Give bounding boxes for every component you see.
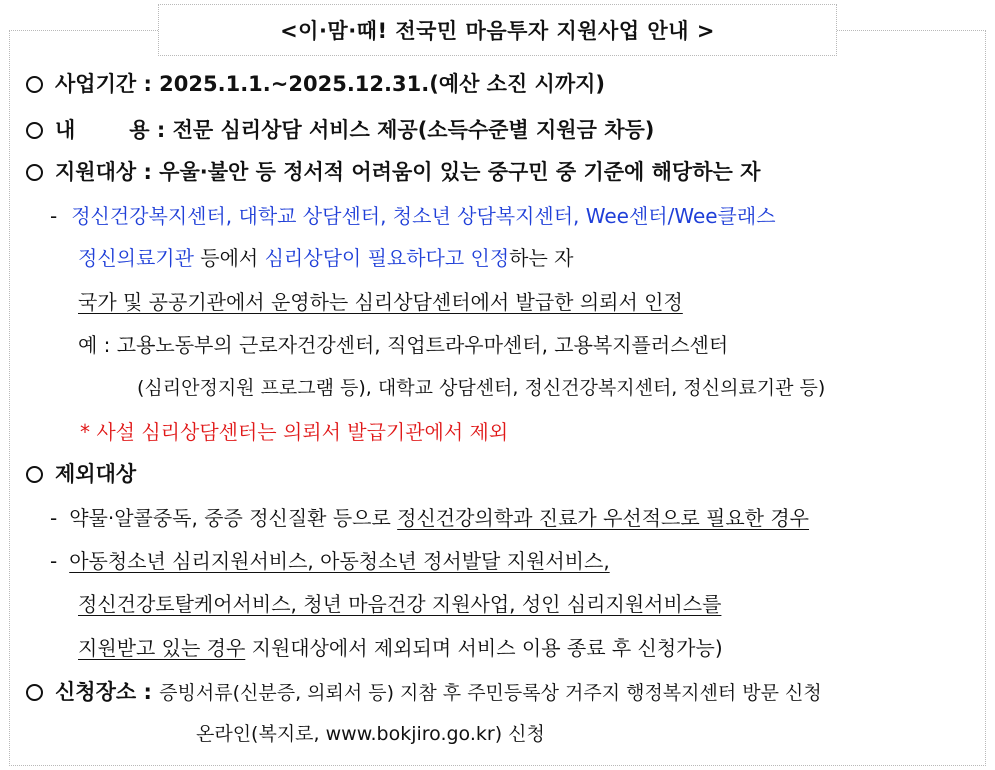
dash-bullet: -: [50, 204, 58, 228]
exclusion-line-4: [78, 634, 723, 662]
institution-list: 정신건강복지센터, 대학교 상담센터, 청소년 상담복지센터, Wee센터/Wee클래스: [71, 204, 776, 228]
target-value: 우울·불안 등 정서적 어려움이 있는 중구민 중 기준에 해당하는 자: [159, 160, 761, 184]
dash-bullet: -: [50, 506, 58, 530]
content-label-b: 용 :: [129, 118, 173, 142]
target-detail-line-4: [78, 331, 728, 359]
content-row: [26, 116, 654, 144]
target-detail-line-5: [137, 374, 825, 402]
exclusion-line-2: [50, 547, 610, 575]
application-online: 온라인(복지로, www.bokjiro.go.kr) 신청: [196, 723, 545, 745]
content-value: 전문 심리상담 서비스 제공(소득수준별 지원금 차등): [172, 118, 655, 142]
note-line: [80, 418, 508, 446]
circle-bullet-icon: [26, 164, 43, 181]
period-row: [26, 70, 605, 98]
public-agency-referral: 국가 및 공공기관에서 운영하는 심리상담센터에서 발급한 의뢰서 인정: [78, 290, 683, 314]
person-text: 하는 자: [509, 246, 574, 270]
exclusion-receiving: 지원받고 있는 경우: [78, 636, 246, 660]
content-label-a: 내: [55, 118, 76, 142]
exclusion-heading-row: [26, 460, 136, 488]
target-row: [26, 158, 760, 186]
target-detail-line-3: [78, 288, 683, 316]
example-text-cont: (심리안정지원 프로그램 등), 대학교 상담센터, 정신건강복지센터, 정신의료기관 등): [137, 377, 826, 399]
example-text: 예 : 고용노동부의 근로자건강센터, 직업트라우마센터, 고용복지플러스센터: [78, 333, 729, 357]
exclusion-addiction: 약물·알콜중독, 중증 정신질환 등으로: [69, 506, 398, 530]
dash-bullet: -: [50, 549, 58, 573]
exclusion-end: 지원대상에서 제외되며 서비스 이용 종료 후 신청가능): [245, 636, 723, 660]
target-label: 지원대상 :: [55, 160, 160, 184]
period-value: 2025.1.1.~2025.12.31.(예산 소진 시까지): [159, 72, 606, 96]
application-row-2: [196, 720, 545, 748]
exclusion-heading: 제외대상: [55, 462, 137, 486]
circle-bullet-icon: [26, 466, 43, 483]
exclusion-line-3: [78, 590, 721, 618]
private-center-note: * 사설 심리상담센터는 의뢰서 발급기관에서 제외: [80, 420, 509, 444]
circle-bullet-icon: [26, 76, 43, 93]
target-detail-line-1: [50, 202, 776, 230]
psych-clinic: 정신의료기관: [78, 246, 194, 270]
circle-bullet-icon: [26, 684, 43, 701]
page-title: <이·맘·때! 전국민 마음투자 지원사업 안내 >: [158, 4, 837, 56]
application-label: 신청장소 :: [55, 680, 160, 704]
counseling-needed: 심리상담이 필요하다고 인정: [264, 246, 510, 270]
exclusion-services-1: 아동청소년 심리지원서비스, 아동청소년 정서발달 지원서비스,: [69, 549, 610, 573]
exclusion-line-1: [50, 504, 809, 532]
target-detail-line-2: [78, 244, 574, 272]
exclusion-services-2: 정신건강토탈케어서비스, 청년 마음건강 지원사업, 성인 심리지원서비스를: [78, 592, 722, 616]
circle-bullet-icon: [26, 122, 43, 139]
exclusion-priority: 정신건강의학과 진료가 우선적으로 필요한 경우: [397, 506, 810, 530]
application-row: [26, 678, 822, 707]
connector-text: 등에서: [193, 246, 265, 270]
application-visit: 증빙서류(신분증, 의뢰서 등) 지참 후 주민등록상 거주지 행정복지센터 방문 신청: [159, 682, 822, 704]
period-label: 사업기간 :: [55, 72, 160, 96]
